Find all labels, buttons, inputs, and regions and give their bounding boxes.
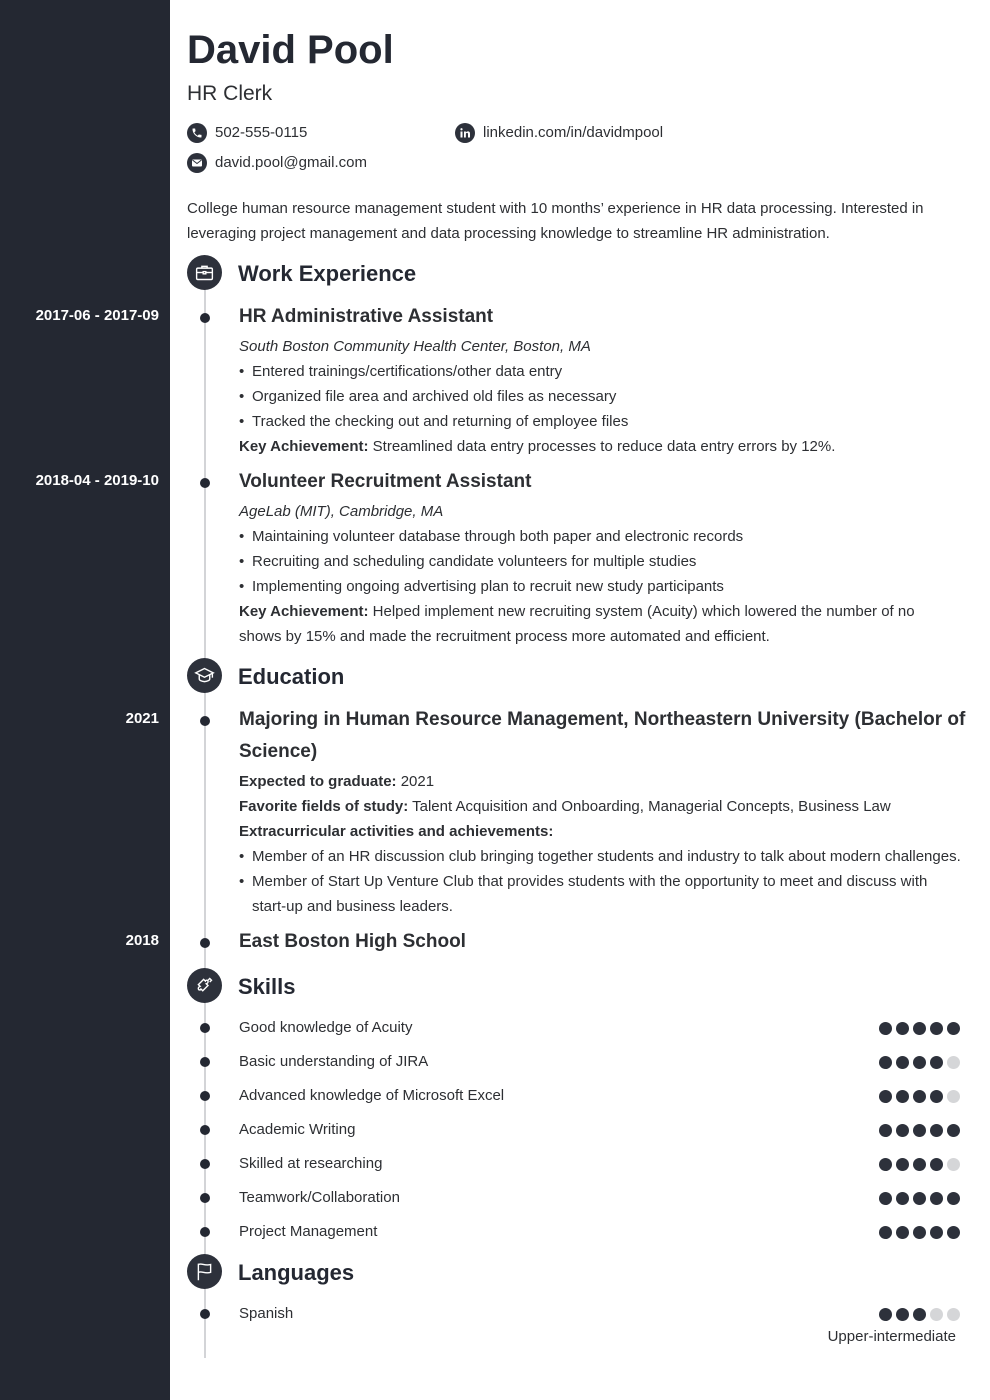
timeline-dot <box>200 1057 210 1067</box>
achievement-text: Helped implement new recruiting system (Acuity) which lowered the number of no shows by 15% and made the recruitment process more automated and efficient. <box>239 603 915 645</box>
rating-dot-filled <box>930 1124 943 1137</box>
timeline-dot <box>200 1193 210 1203</box>
rating-dot-filled <box>896 1124 909 1137</box>
list-item: • Maintaining volunteer database through both paper and electronic records <box>239 524 969 549</box>
education-2-title: East Boston High School <box>239 931 466 952</box>
email-icon <box>187 153 207 173</box>
rating-dot-filled <box>896 1226 909 1239</box>
skill-rating <box>879 1226 960 1239</box>
list-item: • Recruiting and scheduling candidate volunteers for multiple studies <box>239 549 969 574</box>
work-2-bullets <box>239 524 969 599</box>
briefcase-icon <box>187 255 222 290</box>
rating-dot-filled <box>896 1192 909 1205</box>
work-1-title: HR Administrative Assistant <box>239 306 494 327</box>
work-2-dates: 2018-04 - 2019-10 <box>35 472 159 489</box>
education-1-extra-label <box>239 819 969 844</box>
skill-name: Basic understanding of JIRA <box>239 1053 429 1070</box>
list-item: • Implementing ongoing advertising plan to recruit new study participants <box>239 574 969 599</box>
work-2-title: Volunteer Recruitment Assistant <box>239 471 532 492</box>
sidebar <box>0 0 170 1400</box>
contact-linkedin <box>455 123 663 143</box>
rating-dot-filled <box>913 1022 926 1035</box>
rating-dot-filled <box>879 1056 892 1069</box>
linkedin-text[interactable]: linkedin.com/in/davidmpool <box>483 124 664 141</box>
education-1-title: Majoring in Human Resource Management, Northeastern University (Bachelor of Science) <box>239 709 966 762</box>
education-1-graduate <box>239 769 969 794</box>
rating-dot-filled <box>879 1158 892 1171</box>
rating-dot-filled <box>913 1158 926 1171</box>
list-item: • Organized file area and archived old files as necessary <box>239 384 969 409</box>
rating-dot-filled <box>913 1308 926 1321</box>
rating-dot-filled <box>896 1158 909 1171</box>
section-title-skills: Skills <box>238 974 296 999</box>
education-entry-1 <box>239 704 969 919</box>
timeline-dot <box>200 1125 210 1135</box>
phone-icon <box>187 123 207 143</box>
candidate-name: David Pool <box>187 28 394 72</box>
skill-rating <box>879 1124 960 1137</box>
graduate-label: Expected to graduate: <box>239 773 397 790</box>
rating-dot-empty <box>947 1056 960 1069</box>
achievement-label: Key Achievement: <box>239 438 369 455</box>
fields-label: Favorite fields of study: <box>239 798 409 815</box>
contact-phone <box>187 123 307 143</box>
work-2-employer: AgeLab (MIT), Cambridge, MA <box>239 503 444 520</box>
rating-dot-empty <box>930 1308 943 1321</box>
rating-dot-filled <box>947 1022 960 1035</box>
rating-dot-filled <box>879 1308 892 1321</box>
section-title-languages: Languages <box>238 1260 355 1285</box>
skill-rating <box>879 1056 960 1069</box>
education-1-fields <box>239 794 969 819</box>
skill-name: Skilled at researching <box>239 1155 383 1172</box>
rating-dot-filled <box>947 1192 960 1205</box>
work-2-achievement <box>239 599 929 649</box>
work-1-bullets <box>239 359 969 434</box>
rating-dot-filled <box>879 1090 892 1103</box>
rating-dot-filled <box>930 1056 943 1069</box>
timeline-dot <box>200 1091 210 1101</box>
email-text[interactable]: david.pool@gmail.com <box>215 154 367 171</box>
contact-email <box>187 153 367 173</box>
rating-dot-filled <box>896 1056 909 1069</box>
achievement-text: Streamlined data entry processes to reduce data entry errors by 12%. <box>372 438 836 455</box>
skill-rating <box>879 1090 960 1103</box>
rating-dot-empty <box>947 1090 960 1103</box>
rating-dot-filled <box>930 1090 943 1103</box>
timeline-dot <box>200 313 210 323</box>
education-1-bullets <box>239 844 964 919</box>
achievement-label: Key Achievement: <box>239 603 369 620</box>
skill-name: Teamwork/Collaboration <box>239 1189 400 1206</box>
list-item: • Member of Start Up Venture Club that provides students with the opportunity to meet and discuss with start-up and business leaders. <box>239 869 964 919</box>
skill-rating <box>879 1158 960 1171</box>
work-1-employer: South Boston Community Health Center, Boston, MA <box>239 338 591 355</box>
rating-dot-filled <box>947 1124 960 1137</box>
skill-name: Advanced knowledge of Microsoft Excel <box>239 1087 505 1104</box>
section-title-education: Education <box>238 664 345 689</box>
timeline-dot <box>200 1309 210 1319</box>
education-entry-2 <box>239 928 969 956</box>
rating-dot-filled <box>930 1158 943 1171</box>
list-item: • Tracked the checking out and returning of employee files <box>239 409 969 434</box>
skill-rating <box>879 1022 960 1035</box>
graduation-cap-icon <box>187 658 222 693</box>
phone-text[interactable]: 502-555-0115 <box>215 124 308 141</box>
education-2-year: 2018 <box>125 932 159 949</box>
fields-value: Talent Acquisition and Onboarding, Managerial Concepts, Business Law <box>412 798 891 815</box>
timeline-dot <box>200 938 210 948</box>
list-item: • Entered trainings/certifications/other data entry <box>239 359 969 384</box>
rating-dot-filled <box>896 1308 909 1321</box>
rating-dot-filled <box>879 1226 892 1239</box>
language-rating <box>879 1308 960 1321</box>
rating-dot-filled <box>896 1022 909 1035</box>
flag-icon <box>187 1254 222 1289</box>
skill-name: Project Management <box>239 1223 378 1240</box>
rating-dot-filled <box>913 1090 926 1103</box>
skill-name: Academic Writing <box>239 1121 356 1138</box>
list-item: • Member of an HR discussion club bringing together students and industry to talk about modern challenges. <box>239 844 964 869</box>
skill-rating <box>879 1192 960 1205</box>
rating-dot-filled <box>930 1022 943 1035</box>
timeline-dot <box>200 1159 210 1169</box>
work-1-achievement <box>239 434 969 459</box>
language-name: Spanish <box>239 1305 294 1322</box>
profile-summary: College human resource management student with 10 months’ experience in HR data processing. Interested in leveraging project management and data processing knowledge to streamline HR administration. <box>187 200 924 242</box>
rating-dot-filled <box>947 1226 960 1239</box>
work-1-dates: 2017-06 - 2017-09 <box>35 307 159 324</box>
rating-dot-filled <box>913 1226 926 1239</box>
section-title-work: Work Experience <box>238 261 417 286</box>
extra-label-text: Extracurricular activities and achievements: <box>239 823 554 840</box>
education-1-year: 2021 <box>125 710 159 727</box>
timeline-dot <box>200 1023 210 1033</box>
puzzle-icon <box>187 968 222 1003</box>
work-entry-2 <box>239 468 969 649</box>
rating-dot-empty <box>947 1158 960 1171</box>
rating-dot-filled <box>879 1124 892 1137</box>
rating-dot-filled <box>879 1192 892 1205</box>
rating-dot-filled <box>913 1056 926 1069</box>
rating-dot-empty <box>947 1308 960 1321</box>
language-level-label: Upper-intermediate <box>827 1328 956 1345</box>
rating-dot-filled <box>879 1022 892 1035</box>
skill-name: Good knowledge of Acuity <box>239 1019 413 1036</box>
job-title: HR Clerk <box>187 82 273 105</box>
linkedin-icon <box>455 123 475 143</box>
rating-dot-filled <box>896 1090 909 1103</box>
work-entry-1 <box>239 303 969 459</box>
timeline-dot <box>200 716 210 726</box>
rating-dot-filled <box>930 1226 943 1239</box>
rating-dot-filled <box>913 1124 926 1137</box>
rating-dot-filled <box>930 1192 943 1205</box>
timeline-dot <box>200 478 210 488</box>
rating-dot-filled <box>913 1192 926 1205</box>
timeline-dot <box>200 1227 210 1237</box>
graduate-value: 2021 <box>400 773 435 790</box>
